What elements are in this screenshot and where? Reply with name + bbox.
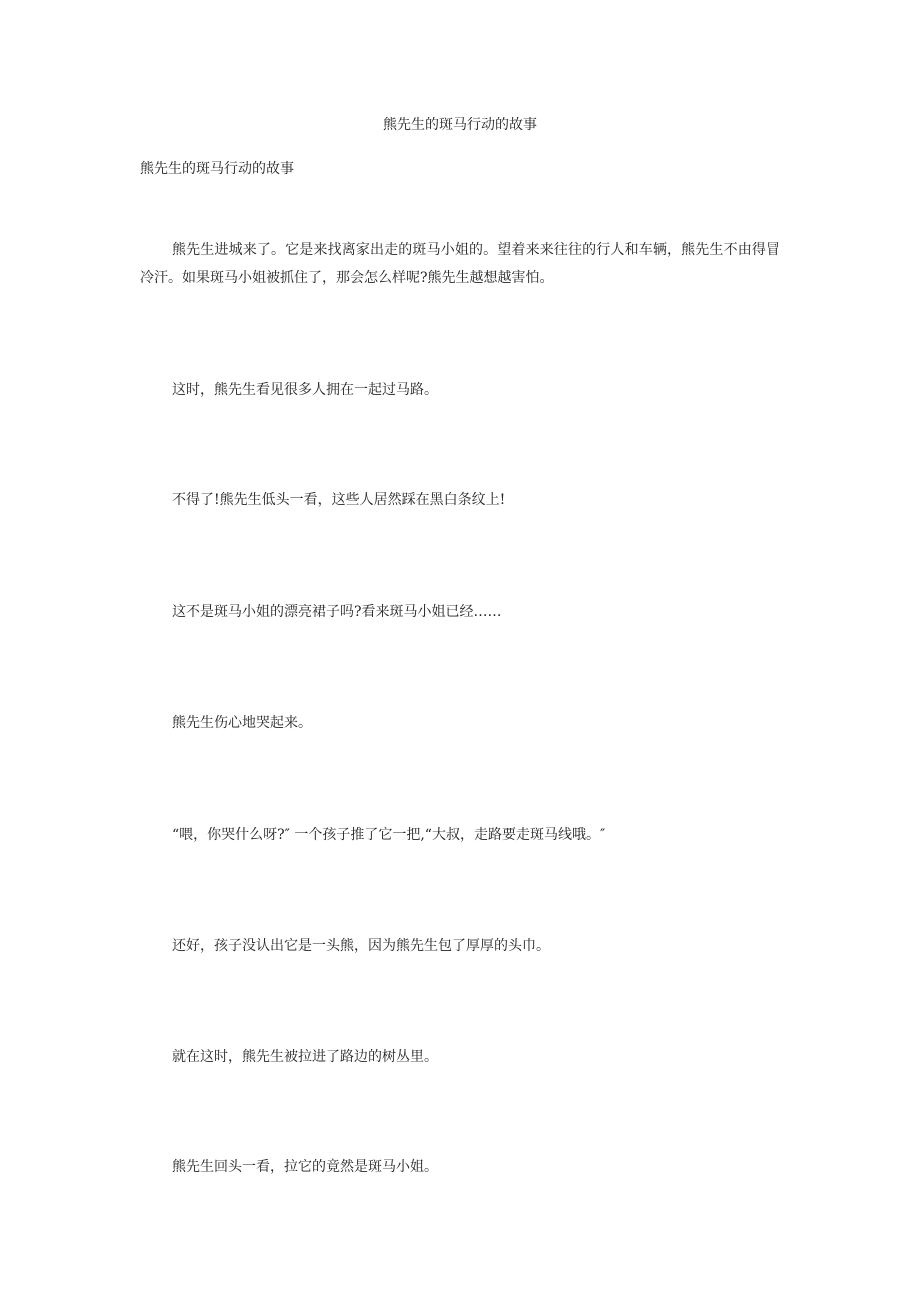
paragraph-6: “喂，你哭什么呀?″ 一个孩子推了它一把,“大叔，走路要走斑马线哦。″ (172, 827, 606, 843)
paragraph-9: 熊先生回头一看，拉它的竟然是斑马小姐。 (172, 1159, 438, 1175)
document-subtitle: 熊先生的斑马行动的故事 (140, 161, 294, 177)
paragraph-3: 不得了!熊先生低头一看，这些人居然踩在黑白条纹上! (172, 492, 506, 508)
paragraph-1: 熊先生进城来了。它是来找离家出走的斑马小姐的。望着来来往往的行人和车辆，熊先生不由得冒冷汗。如果斑马小姐被抓住了，那会怎么样呢?熊先生越想越害怕。 (140, 242, 780, 286)
paragraph-2: 这时，熊先生看见很多人拥在一起过马路。 (172, 382, 438, 398)
paragraph-4: 这不是斑马小姐的漂亮裙子吗?看来斑马小姐已经…… (172, 604, 502, 620)
paragraph-7: 还好，孩子没认出它是一头熊，因为熊先生包了厚厚的头巾。 (172, 938, 550, 954)
document-title: 熊先生的斑马行动的故事 (383, 117, 537, 133)
paragraph-5: 熊先生伤心地哭起来。 (172, 715, 312, 731)
paragraph-8: 就在这时，熊先生被拉进了路边的树丛里。 (172, 1049, 438, 1065)
